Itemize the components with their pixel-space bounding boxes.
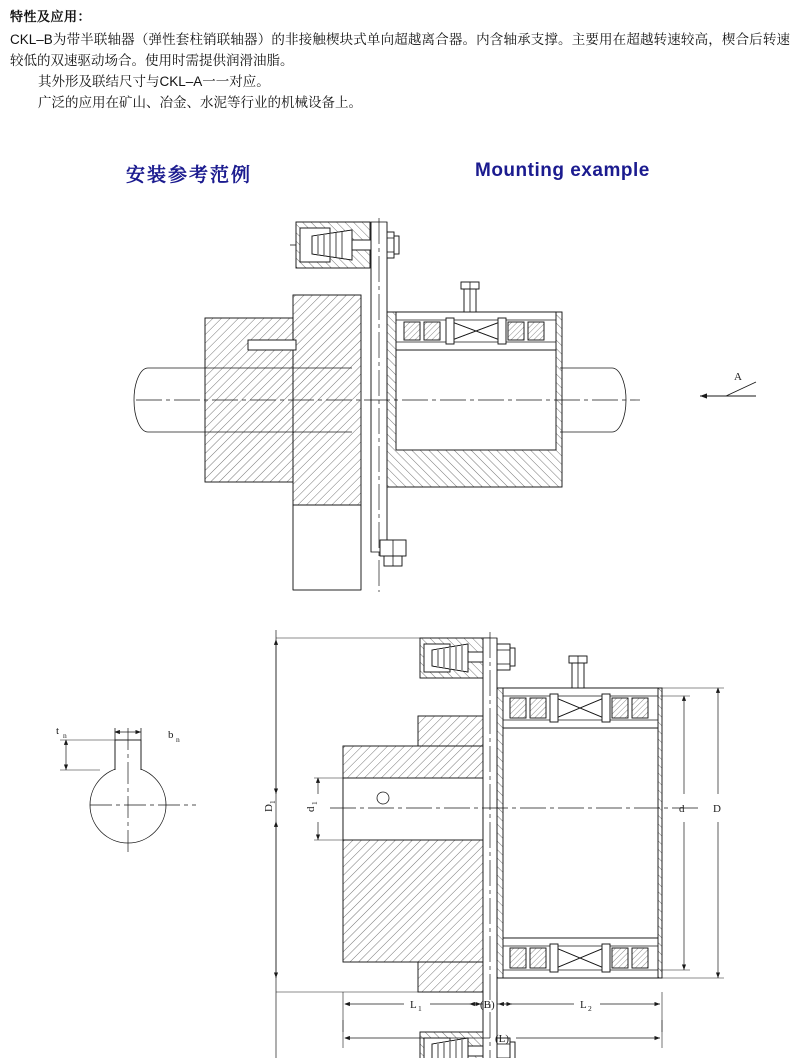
- view-arrow-label-a: A: [734, 371, 742, 383]
- keyway-width-subscript: n: [176, 735, 180, 744]
- keyway-depth-label: t: [56, 725, 60, 737]
- dim-label-L1-sub: 1: [418, 1004, 422, 1013]
- dim-label-D1: D: [263, 804, 275, 812]
- paragraph-1: CKL–B为带半联轴器（弹性套柱销联轴器）的非接触楔块式单向超越离合器。内含轴承支撑。主要用在超越转速较高，楔合后转速较低的双速驱动场合。使用时需提供润滑油脂。: [10, 32, 790, 68]
- keyway-detail-view: [60, 728, 196, 852]
- dim-label-L2: L: [580, 999, 587, 1011]
- technical-drawing: [0, 200, 800, 1058]
- dim-label-D: D: [713, 803, 721, 815]
- paragraph-2: 其外形及联结尺寸与CKL–A一一对应。: [38, 74, 270, 89]
- drawing-svg: [0, 200, 800, 1058]
- dim-label-d1-sub: 1: [310, 801, 319, 805]
- dim-label-d1: d: [305, 806, 317, 812]
- upper-assembly-view: [134, 218, 756, 592]
- dim-label-L1: L: [410, 999, 417, 1011]
- dim-label-D1-sub: 1: [268, 800, 277, 804]
- keyway-width-label: b: [168, 729, 174, 741]
- keyway-depth-subscript: n: [63, 731, 67, 740]
- dim-label-B: (B): [480, 999, 495, 1011]
- page-title: 特性及应用：: [10, 9, 92, 24]
- section-title-row: [0, 160, 800, 196]
- paragraph-3: 广泛的应用在矿山、冶金、水泥等行业的机械设备上。: [38, 95, 362, 110]
- dim-label-d: d: [679, 803, 685, 815]
- section-title-chinese: 安装参考范例: [126, 165, 253, 186]
- intro-text-block: [0, 0, 800, 113]
- dim-label-L-total: (L): [495, 1033, 510, 1045]
- dim-label-L2-sub: 2: [588, 1004, 592, 1013]
- section-title-english: Mounting example: [475, 160, 650, 181]
- lower-section-view: [276, 630, 724, 1058]
